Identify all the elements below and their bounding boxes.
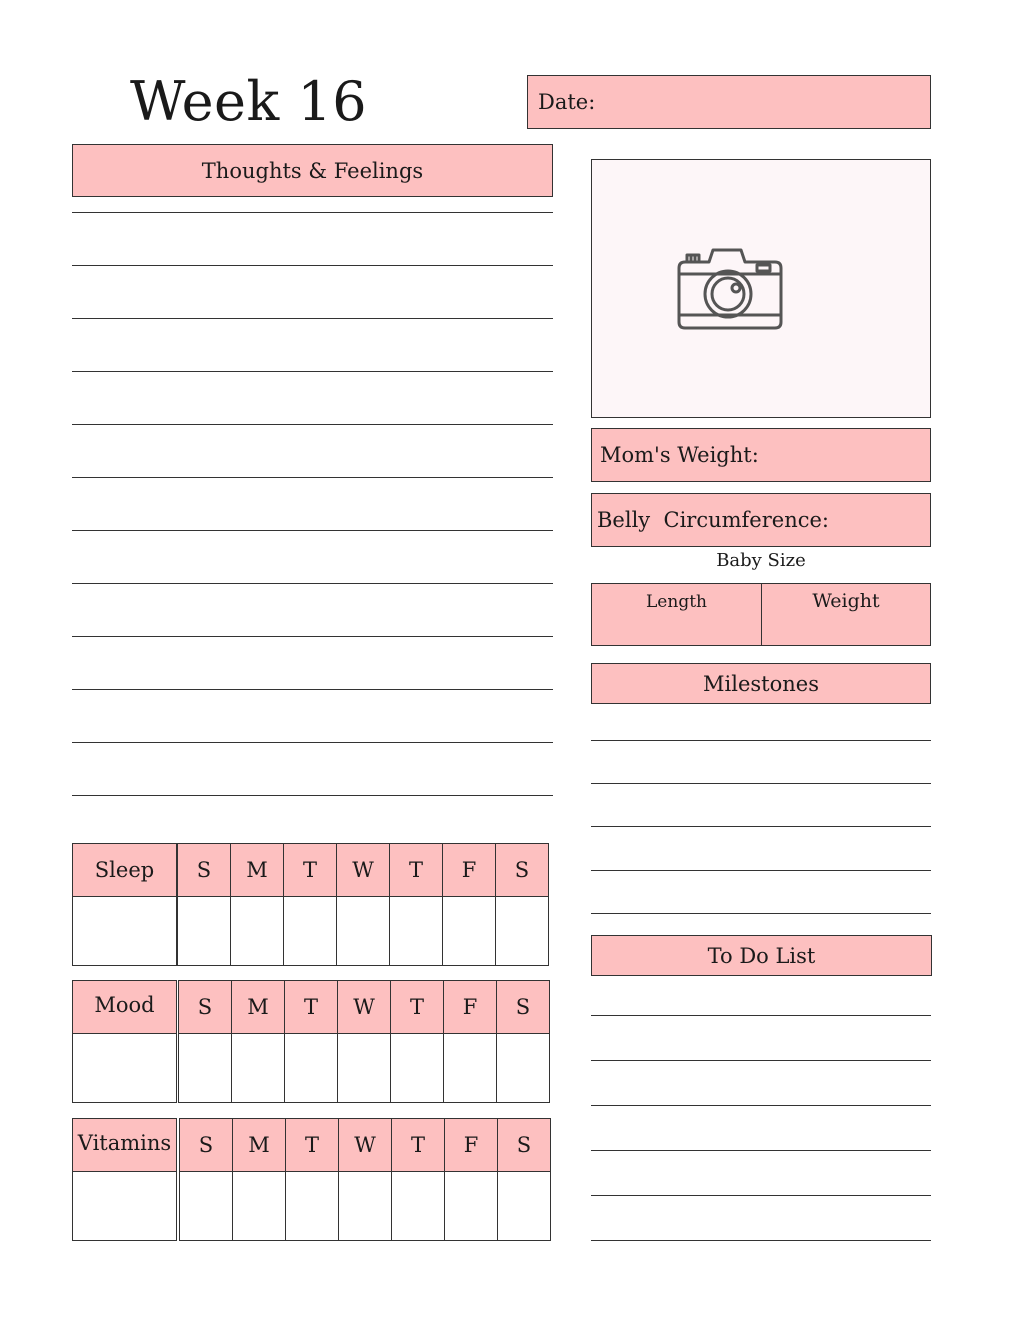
- milestones-header: [591, 663, 931, 704]
- page-title: Week 16: [130, 70, 368, 133]
- sleep-day-header: T: [283, 843, 337, 897]
- mood-day-header: S: [496, 980, 550, 1034]
- sleep-day-cell[interactable]: [177, 896, 231, 966]
- todo-writing-line[interactable]: [591, 1015, 931, 1016]
- milestone-writing-line[interactable]: [591, 826, 931, 827]
- vitamins-day-cell[interactable]: [444, 1171, 498, 1241]
- belly-circumference-label: Belly Circumference:: [597, 508, 829, 532]
- mood-day-cell[interactable]: [178, 1033, 232, 1103]
- baby-weight-label: Weight: [812, 590, 880, 612]
- sleep-day-cell[interactable]: [283, 896, 337, 966]
- vitamins-day-cell[interactable]: [232, 1171, 286, 1241]
- thoughts-writing-line[interactable]: [72, 265, 553, 266]
- mood-day-header: F: [443, 980, 497, 1034]
- milestones-label: Milestones: [703, 671, 819, 696]
- thoughts-feelings-label: Thoughts & Feelings: [201, 158, 424, 183]
- vitamins-day-header: T: [285, 1118, 339, 1172]
- sleep-day-cell[interactable]: [230, 896, 284, 966]
- date-label: Date:: [538, 90, 596, 114]
- sleep-day-cell[interactable]: [442, 896, 496, 966]
- todo-writing-line[interactable]: [591, 1150, 931, 1151]
- mood-day-header: W: [337, 980, 391, 1034]
- baby-length-label: Length: [646, 592, 707, 612]
- thoughts-writing-line[interactable]: [72, 636, 553, 637]
- vitamins-day-cell[interactable]: [338, 1171, 392, 1241]
- camera-icon: [675, 242, 785, 337]
- moms-weight-field[interactable]: [591, 428, 931, 482]
- vitamins-day-cell[interactable]: [391, 1171, 445, 1241]
- mood-day-cell[interactable]: [231, 1033, 285, 1103]
- mood-day-cell[interactable]: [390, 1033, 444, 1103]
- todo-writing-line[interactable]: [591, 1105, 931, 1106]
- milestone-writing-line[interactable]: [591, 740, 931, 741]
- todo-writing-line[interactable]: [591, 1195, 931, 1196]
- vitamins-day-header: S: [497, 1118, 551, 1172]
- sleep-tracker-label: Sleep: [72, 843, 177, 897]
- vitamins-day-header: M: [232, 1118, 286, 1172]
- vitamins-day-header: S: [179, 1118, 233, 1172]
- thoughts-writing-line[interactable]: [72, 424, 553, 425]
- thoughts-writing-line[interactable]: [72, 583, 553, 584]
- mood-notes-cell[interactable]: [72, 1033, 177, 1103]
- belly-circumference-field[interactable]: [591, 493, 931, 547]
- milestone-writing-line[interactable]: [591, 913, 931, 914]
- vitamins-day-header: W: [338, 1118, 392, 1172]
- thoughts-writing-line[interactable]: [72, 530, 553, 531]
- sleep-day-cell[interactable]: [495, 896, 549, 966]
- date-field[interactable]: [527, 75, 931, 129]
- milestone-writing-line[interactable]: [591, 870, 931, 871]
- vitamins-day-header: T: [391, 1118, 445, 1172]
- thoughts-writing-line[interactable]: [72, 477, 553, 478]
- mood-day-cell[interactable]: [337, 1033, 391, 1103]
- sleep-notes-cell[interactable]: [72, 896, 177, 966]
- mood-day-header: S: [178, 980, 232, 1034]
- todo-writing-line[interactable]: [591, 1240, 931, 1241]
- sleep-day-header: M: [230, 843, 284, 897]
- vitamins-tracker-label: Vitamins: [72, 1118, 177, 1172]
- mood-day-header: T: [284, 980, 338, 1034]
- mood-day-cell[interactable]: [284, 1033, 338, 1103]
- thoughts-writing-line[interactable]: [72, 371, 553, 372]
- vitamins-day-cell[interactable]: [285, 1171, 339, 1241]
- todo-writing-line[interactable]: [591, 1060, 931, 1061]
- sleep-day-header: S: [495, 843, 549, 897]
- thoughts-writing-line[interactable]: [72, 689, 553, 690]
- sleep-day-header: F: [442, 843, 496, 897]
- sleep-day-cell[interactable]: [389, 896, 443, 966]
- thoughts-writing-line[interactable]: [72, 212, 553, 213]
- baby-weight-field[interactable]: [761, 583, 931, 646]
- sleep-day-header: T: [389, 843, 443, 897]
- mood-day-header: M: [231, 980, 285, 1034]
- todo-label: To Do List: [707, 943, 816, 968]
- sleep-day-cell[interactable]: [336, 896, 390, 966]
- vitamins-day-cell[interactable]: [179, 1171, 233, 1241]
- vitamins-day-header: F: [444, 1118, 498, 1172]
- mood-day-cell[interactable]: [443, 1033, 497, 1103]
- mood-day-header: T: [390, 980, 444, 1034]
- thoughts-feelings-header: [72, 144, 553, 197]
- thoughts-writing-line[interactable]: [72, 742, 553, 743]
- thoughts-writing-line[interactable]: [72, 795, 553, 796]
- moms-weight-label: Mom's Weight:: [600, 443, 759, 467]
- thoughts-writing-line[interactable]: [72, 318, 553, 319]
- sleep-day-header: S: [177, 843, 231, 897]
- vitamins-notes-cell[interactable]: [72, 1171, 177, 1241]
- milestone-writing-line[interactable]: [591, 783, 931, 784]
- baby-length-field[interactable]: [591, 583, 762, 646]
- mood-tracker-label: Mood: [72, 980, 177, 1034]
- baby-size-label: Baby Size: [716, 550, 806, 571]
- todo-header: [591, 935, 932, 976]
- sleep-day-header: W: [336, 843, 390, 897]
- photo-box[interactable]: [591, 159, 931, 418]
- vitamins-day-cell[interactable]: [497, 1171, 551, 1241]
- mood-day-cell[interactable]: [496, 1033, 550, 1103]
